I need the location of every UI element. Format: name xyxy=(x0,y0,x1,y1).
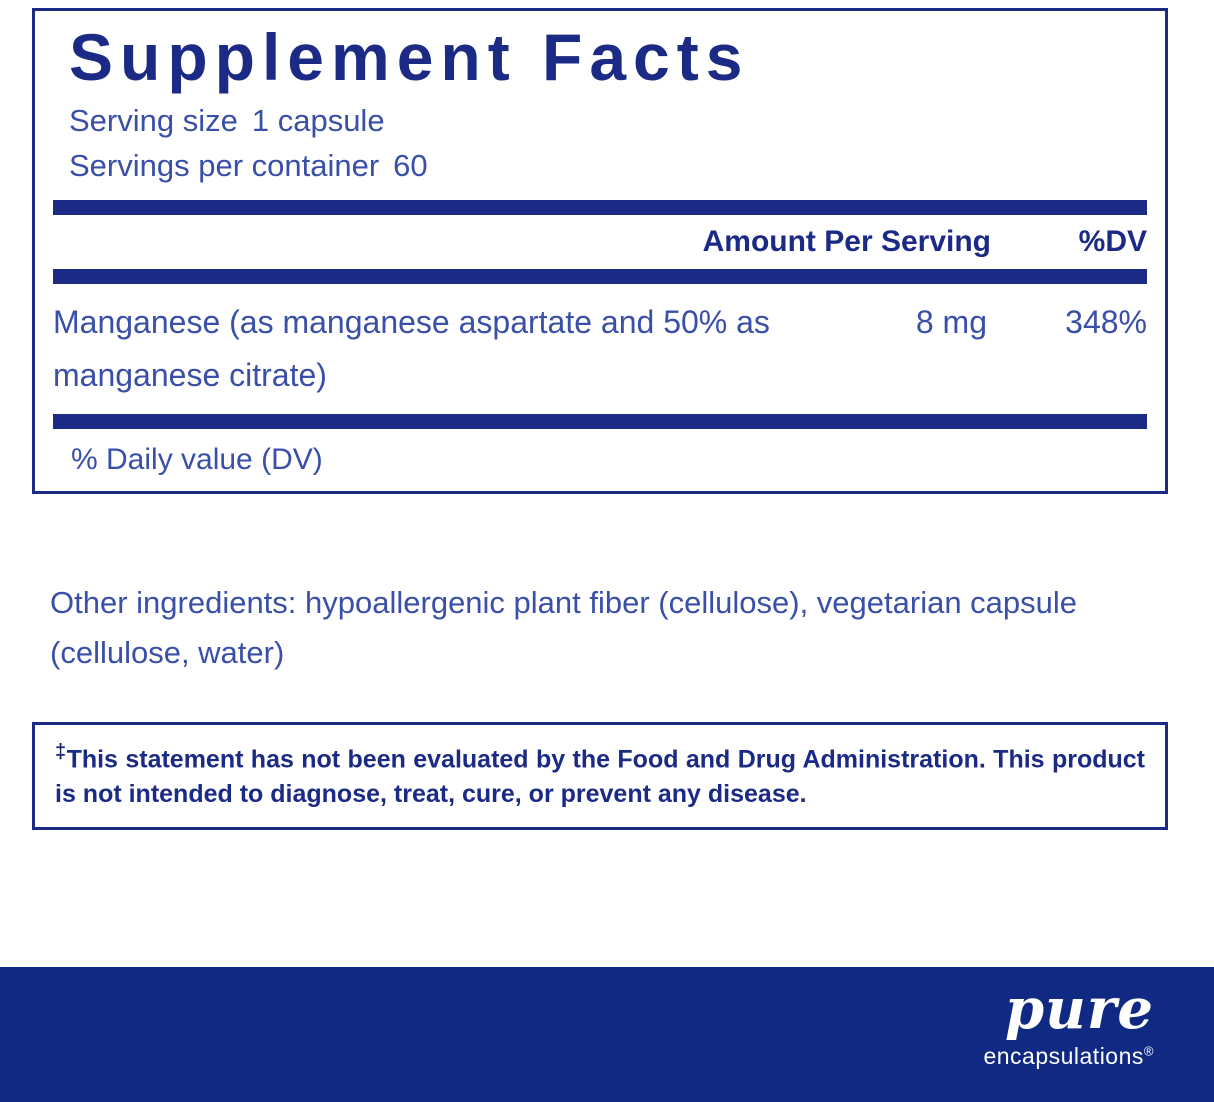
table-header-row xyxy=(53,215,1147,259)
fda-disclaimer-paragraph xyxy=(55,739,1145,811)
serving-size-value: 1 capsule xyxy=(251,102,385,138)
divider-header xyxy=(53,269,1147,284)
other-ingredients-text: Other ingredients: hypoallergenic plant fiber (cellulose), vegetarian capsule (cellulose, water) xyxy=(50,585,1078,671)
dagger-symbol: ‡ xyxy=(55,741,67,763)
servings-per-container-line xyxy=(69,144,1147,189)
serving-size-label: Serving size xyxy=(69,102,238,138)
servings-per-container-value: 60 xyxy=(393,147,428,183)
daily-value-footnote: % Daily value (DV) xyxy=(71,442,323,476)
nutrient-name: Manganese (as manganese aspartate and 50% as manganese citrate) xyxy=(53,304,770,393)
table-row xyxy=(53,284,1147,402)
brand-footer-bar xyxy=(0,967,1214,1102)
brand-name: pure xyxy=(1004,976,1154,1042)
registered-trademark-icon: ® xyxy=(1143,1043,1154,1059)
fda-disclaimer-text: This statement has not been evaluated by the Food and Drug Administration. This product is not intended to diagnose, treat, cure, or prevent any disease. xyxy=(55,745,1145,808)
nutrient-amount: 8 mg xyxy=(915,304,987,341)
serving-size-line xyxy=(69,99,1147,144)
brand-subtitle: encapsulations xyxy=(983,1043,1144,1069)
divider-top xyxy=(53,200,1147,215)
nutrient-daily-value: 348% xyxy=(1065,304,1147,341)
servings-per-container-label: Servings per container xyxy=(69,147,380,183)
supplement-facts-panel xyxy=(32,8,1168,494)
amount-per-serving-header: Amount Per Serving xyxy=(702,225,991,259)
daily-value-header: %DV xyxy=(1078,225,1147,259)
page-title: Supplement Facts xyxy=(69,20,750,94)
fda-disclaimer-box xyxy=(32,722,1168,830)
brand-logo xyxy=(983,976,1154,1070)
divider-bottom xyxy=(53,414,1147,429)
brand-subtitle-wrap xyxy=(983,1043,1154,1070)
